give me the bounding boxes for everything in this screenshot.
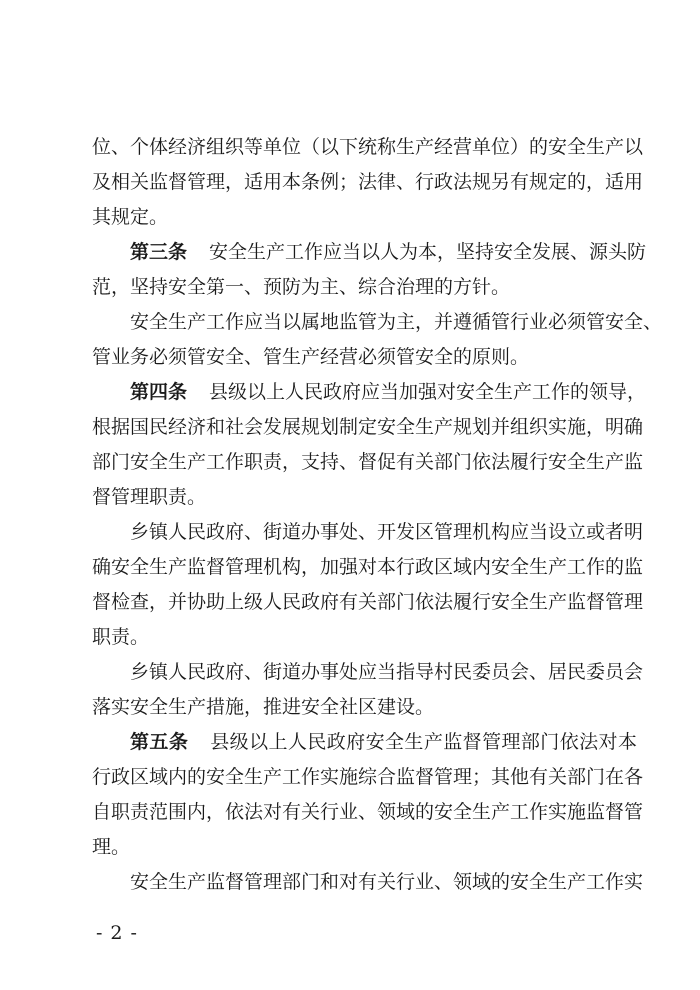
article-3-heading: 第三条 (130, 241, 188, 263)
paragraph-line: 范，坚持安全第一、预防为主、综合治理的方针。 (92, 276, 511, 298)
article-4-line (130, 375, 647, 409)
paragraph-line: 安全生产监督管理部门和对有关行业、领域的安全生产工作实 (130, 871, 644, 893)
paragraph-line: 乡镇人民政府、街道办事处、开发区管理机构应当设立或者明 (130, 521, 644, 543)
paragraph-line: 部门安全生产工作职责，支持、督促有关部门依法履行安全生产监 (92, 451, 644, 473)
paragraph-line: 自职责范围内，依法对有关行业、领域的安全生产工作实施监督管 (92, 801, 644, 823)
page-number-dash-right: - (130, 922, 137, 944)
paragraph-line: 根据国民经济和社会发展规划制定安全生产规划并组织实施，明确 (92, 416, 644, 438)
page-number (92, 918, 141, 948)
paragraph-text: 县级以上人民政府安全生产监督管理部门依法对本 (210, 731, 637, 753)
page-number-value: 2 (110, 922, 123, 944)
paragraph-line: 督管理职责。 (92, 486, 207, 508)
paragraph-line: 其规定。 (92, 206, 169, 228)
paragraph-line: 督检查，并协助上级人民政府有关部门依法履行安全生产监督管理 (92, 591, 644, 613)
paragraph-line: 管业务必须管安全、管生产经营必须管安全的原则。 (92, 346, 530, 368)
paragraph-line: 落实安全生产措施，推进安全社区建设。 (92, 696, 435, 718)
paragraph-line: 及相关监督管理，适用本条例；法律、行政法规另有规定的，适用 (92, 171, 644, 193)
page-number-dash-left: - (96, 922, 103, 944)
article-5-heading: 第五条 (130, 731, 189, 753)
paragraph-line: 确安全生产监督管理机构，加强对本行政区域内安全生产工作的监 (92, 556, 644, 578)
paragraph-line: 职责。 (92, 626, 150, 648)
article-3-line (130, 235, 647, 269)
paragraph-text: 县级以上人民政府应当加强对安全生产工作的领导， (209, 381, 647, 403)
paragraph-line: 乡镇人民政府、街道办事处应当指导村民委员会、居民委员会 (130, 661, 644, 683)
paragraph-text: 安全生产工作应当以人为本，坚持安全发展、源头防 (209, 241, 647, 263)
paragraph-line: 行政区域内的安全生产工作实施综合监督管理；其他有关部门在各 (92, 766, 644, 788)
paragraph-line: 安全生产工作应当以属地监管为主，并遵循管行业必须管安全、 (130, 311, 663, 333)
paragraph-line: 理。 (92, 836, 131, 858)
article-5-line (130, 725, 637, 759)
paragraph-line: 位、个体经济组织等单位（以下统称生产经营单位）的安全生产以 (92, 136, 644, 158)
article-4-heading: 第四条 (130, 381, 188, 403)
